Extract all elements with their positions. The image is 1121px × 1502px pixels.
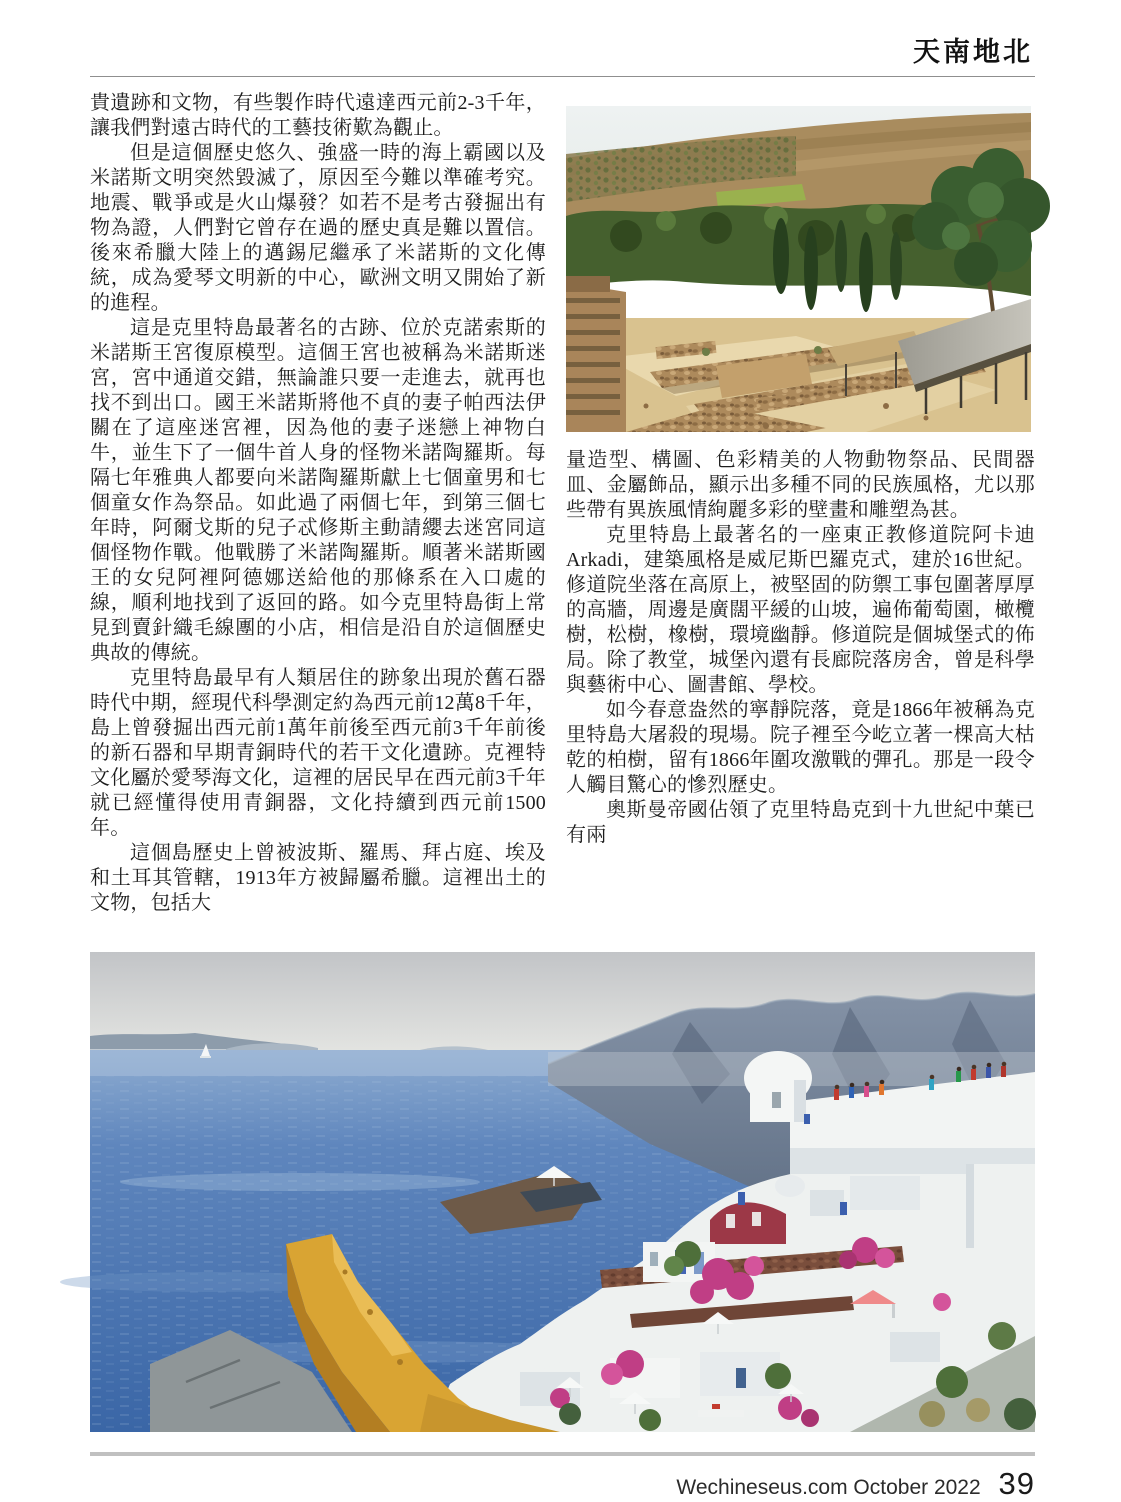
article-columns [90,91,1056,916]
paragraph: 這是克里特島最著名的古跡、位於克諾索斯的米諾斯王宮復原模型。這個王宮也被稱為米諾斯迷宮，宮中通道交錯，無論誰只要一走進去，就再也找不到出口。國王米諾斯將他不貞的妻子帕西法伊關在了這座迷宮裡，因為他的妻子迷戀上神物白牛，並生下了一個牛首人身的怪物米諾陶羅斯。每隔七年雅典人都要向米諾陶羅斯獻上七個童男和七個童女作為祭品。如此過了兩個七年，到第三個七年時，阿爾戈斯的兒子忒修斯主動請纓去迷宮同這個怪物作戰。他戰勝了米諾陶羅斯。順著米諾斯國王的女兒阿裡阿德娜送給他的那條系在入口處的線，順利地找到了返回的路。如今克里特島街上常見到賣針織毛線團的小店，相信是沿自於這個歷史典故的傳統。 [90,317,546,664]
paragraph: 克里特島最早有人類居住的跡象出現於舊石器時代中期，經現代科學測定約為西元前12萬8千年，島上曾發掘出西元前1萬年前後至西元前3千年前後的新石器和早期青銅時代的若干文化遺跡。克裡特文化屬於愛琴海文化，這裡的居民早在西元前3千年就已經懂得使用青銅器，文化持續到西元前1500年。 [90,667,546,839]
knossos-ruins-illustration [566,106,1031,432]
section-title: 天南地北 [913,37,1033,67]
footer-text [90,1466,1035,1502]
paragraph: 克里特島上最著名的一座東正教修道院阿卡迪 Arkadi，建築風格是威尼斯巴羅克式，建於16世紀。修道院坐落在高原上，被堅固的防禦工事包圍著厚厚的高牆，周邊是廣闊平緩的山坡，遍佈葡萄園，橄欖樹，松樹，橡樹，環境幽靜。修道院是個城堡式的佈局。除了教堂，城堡內還有長廊院落房舍，曾是科學與藝術中心、圖書館、學校。 [566,524,1056,696]
page-footer [90,1452,1035,1502]
footer-credit: Wechineseus.com October 2022 [676,1476,981,1499]
santorini-oia-illustration [90,952,1035,1432]
right-column-text [566,448,1056,848]
right-column [566,91,1056,916]
left-column [90,91,546,916]
paragraph: 貴遺跡和文物，有些製作時代遠達西元前2-3千年，讓我們對遠古時代的工藝技術歎為觀止。 [90,92,546,139]
page-header [90,0,1035,77]
page-number: 39 [998,1466,1035,1501]
knossos-ruins-photo [566,106,1031,432]
header-rule [90,76,1035,77]
footer-rule [90,1452,1035,1456]
paragraph: 但是這個歷史悠久、強盛一時的海上霸國以及米諾斯文明突然毀滅了，原因至今難以準確考究。地震、戰爭或是火山爆發？如若不是考古發掘出有物為證，人們對它曾存在過的歷史真是難以置信。後來希臘大陸上的邁錫尼繼承了米諾斯的文化傳統，成為愛琴文明新的中心，歐洲文明又開始了新的進程。 [90,142,546,314]
left-staircase [566,276,626,432]
paragraph: 這個島歷史上曾被波斯、羅馬、拜占庭、埃及和土耳其管轄，1913年方被歸屬希臘。這裡出土的文物，包括大 [90,842,546,914]
paragraph: 如今春意盎然的寧靜院落，竟是1866年被稱為克里特島大屠殺的現場。院子裡至今屹立著一棵高大枯乾的柏樹，留有1866年圍攻激戰的彈孔。那是一段令人觸目驚心的慘烈歷史。 [566,699,1035,796]
paragraph: 奧斯曼帝國佔領了克里特島克到十九世紀中葉已有兩 [566,799,1035,846]
paragraph: 量造型、構圖、色彩精美的人物動物祭品、民間器皿、金屬飾品，顯示出多種不同的民族風格，尤以那些帶有異族風情絢麗多彩的壁畫和雕塑為甚。 [566,449,1035,521]
santorini-oia-photo [90,952,1035,1432]
